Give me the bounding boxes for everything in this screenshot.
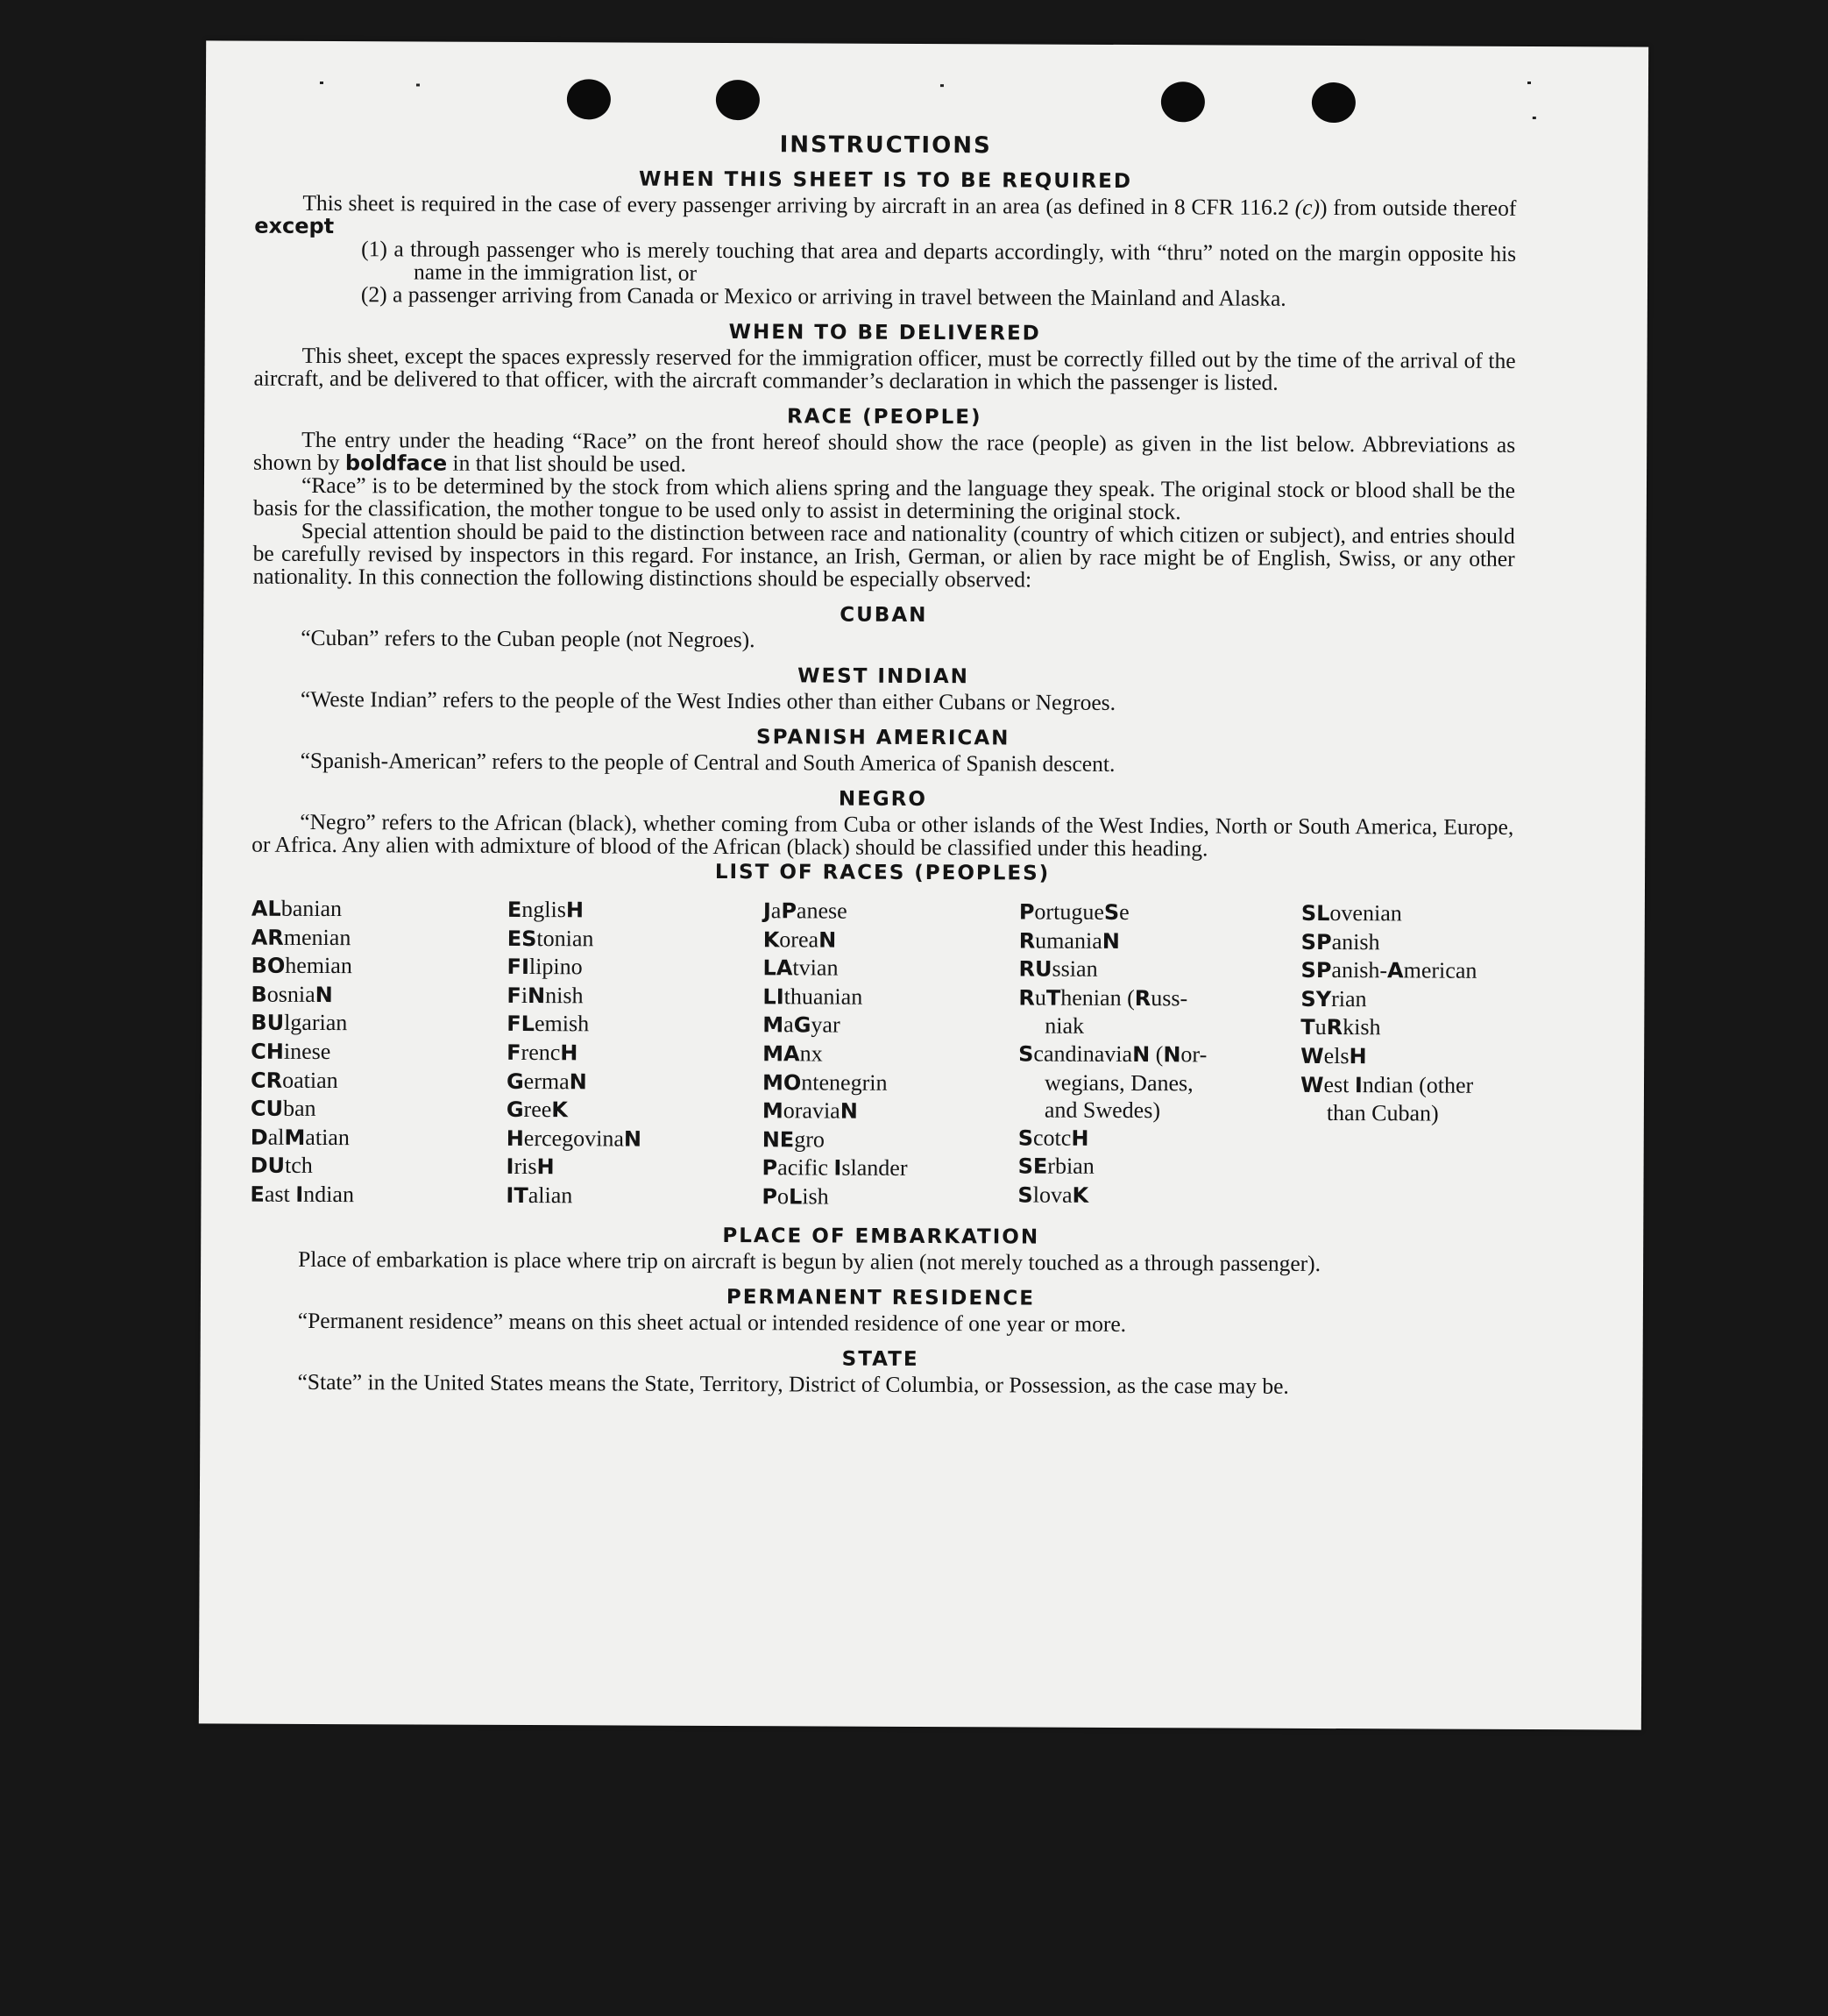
race-entry: RuThenian (Russ- [1018,984,1188,1012]
paragraph: The entry under the heading “Race” on the front hereof should show the race (people) as given in the list below. Abbreviations as shown by boldface in that list should be used. [253,426,1516,477]
paragraph: “Race” is to be determined by the stock from which aliens spring and the language they speak. The original stock or blood shall be the basis for the classification, the mother tongue to be used only to assist in determining the original stock. [252,472,1516,525]
race-entry: MaGyar [762,1012,840,1038]
document-page [199,40,1648,1729]
race-entry: MOntenegrin [762,1068,888,1096]
race-entry: ARmenian [251,924,351,950]
race-entry: ITalian [506,1182,573,1209]
race-entry: BOhemian [251,953,352,979]
race-entry: SErbian [1017,1153,1095,1180]
paragraph: Special attention should be paid to the distinction between race and nationality (country of which citizen or subject), and entries should be carefully revised by inspectors in this regard. For instance, an Irish, German, or alien by race might be of English, Swiss, or any other nationality. In this connection the following distinctions should be especially observed: [252,517,1515,593]
section-required [254,164,1517,311]
section-embarkation [250,1219,1512,1275]
section-heading: WHEN THIS SHEET IS TO BE REQUIRED [638,167,1133,194]
paragraph: This sheet is required in the case of every passenger arriving by aircraft in an area (as defined in 8 CFR 116.2 (c)) from outside thereof except [254,189,1517,239]
punch-hole [716,80,760,120]
race-entry: East Indian [250,1181,355,1208]
section-spanish-american [252,721,1514,777]
race-entry: DalMatian [250,1124,350,1150]
section-heading: WEST INDIAN [797,664,970,689]
section-heading: CUBAN [840,603,928,628]
paragraph: “Spanish-American” refers to the people of Central and South America of Spanish descent. [300,747,1116,777]
race-entry-continued: niak [1045,1012,1085,1040]
race-entry: HercegovinaN [506,1125,642,1152]
race-entry: SLovenian [1300,900,1402,926]
race-entry: LIthuanian [762,983,863,1010]
races-column [1300,899,1529,1215]
section-cuban [252,599,1514,655]
section-heading: SPANISH AMERICAN [756,726,1010,750]
race-entry: SlovaK [1017,1182,1089,1208]
list-item: (2) a passenger arriving from Canada or Mexico or arriving in travel between the Mainland and Alaska. [360,281,1286,311]
race-entry: DUtch [250,1153,313,1179]
race-entry: CHinese [251,1038,331,1065]
race-entry: ScotcH [1017,1125,1089,1151]
section-heading: NEGRO [838,787,928,812]
punch-hole [567,79,611,119]
punch-hole [1161,82,1205,122]
section-heading: WHEN TO BE DELIVERED [728,321,1041,345]
section-heading: STATE [841,1347,919,1371]
race-entry-continued: wegians, Danes, [1044,1069,1194,1096]
section-state [249,1342,1511,1398]
races-list-heading: LIST OF RACES (PEOPLES) [714,860,1051,885]
section-delivered [253,316,1515,395]
section-heading: PLACE OF EMBARKATION [722,1224,1040,1249]
section-negro [252,783,1513,862]
races-column [762,897,1019,1212]
race-entry: GreeK [506,1097,569,1123]
races-column [506,896,763,1211]
race-entry: LAtvian [762,955,839,981]
paragraph: This sheet, except the spaces expressly reserved for the immigration officer, must be correctly filled out by the time of the arrival of the aircraft, and be delivered to that officer, with the aircraft commander’s declaration in which the passenger is listed. [253,342,1516,395]
race-entry: SYrian [1300,985,1367,1012]
section-heading: PERMANENT RESIDENCE [726,1285,1036,1310]
paragraph: Place of embarkation is place where trip on aircraft is begun by alien (not merely touched as a through passenger). [298,1246,1321,1276]
paragraph: “Weste Indian” refers to the people of the West Indies other than either Cubans or Negroes. [300,685,1116,715]
race-entry: TuRkish [1300,1014,1381,1040]
race-entry: West Indian (other [1300,1071,1474,1098]
race-entry: GermaN [506,1068,587,1094]
section-west-indian [252,660,1514,716]
paragraph: “Cuban” refers to the Cuban people (not Negroes). [301,624,755,653]
race-entry: MAnx [762,1040,823,1067]
race-entry: PoLish [762,1183,829,1210]
race-entry: IrisH [506,1154,555,1180]
section-heading: RACE (PEOPLE) [787,405,982,429]
race-entry: SPanish-American [1300,957,1477,983]
race-entry: SPanish [1300,928,1380,955]
race-entry: MoraviaN [762,1097,858,1124]
section-residence [250,1281,1512,1337]
race-entry: FLemish [507,1011,590,1037]
race-entry-continued: and Swedes) [1044,1097,1161,1124]
race-entry: EnglisH [507,896,585,923]
list-item: (1) a through passenger who is merely touching that area and departs accordingly, with “thru” noted on the margin opposite his name in the immigration list, or [361,236,1517,286]
race-entry: JaPanese [762,898,847,924]
race-entry: PortugueSe [1018,898,1130,926]
race-entry: NEgro [762,1126,825,1153]
race-entry: ScandinaviaN (Nor- [1018,1040,1208,1068]
race-entry: CUban [250,1095,316,1122]
race-entry: KoreaN [762,926,837,953]
races-column [1017,898,1301,1213]
paragraph: “Permanent residence” means on this sheet actual or intended residence of one year or more. [297,1307,1127,1337]
page-title: INSTRUCTIONS [779,131,992,160]
race-entry: RUssian [1018,955,1098,983]
races-column [250,895,507,1210]
race-entry: WelsH [1300,1042,1367,1069]
races-list [250,895,1513,1215]
punch-hole [1312,82,1356,123]
race-entry: FIlipino [507,954,583,980]
race-entry: Pacific Islander [762,1154,908,1182]
race-entry: CRoatian [250,1067,338,1093]
paragraph: “State” in the United States means the State, Territory, District of Columbia, or Possession, as the case may be. [297,1368,1289,1399]
race-entry: RumaniaN [1018,927,1120,954]
race-entry: FiNnish [507,982,584,1009]
race-entry: ALbanian [251,895,343,922]
race-entry: FrencH [507,1039,578,1066]
race-entry: BosniaN [251,981,333,1007]
paragraph: “Negro” refers to the African (black), whether coming from Cuba or other islands of the West Indies, North or South America, Europe, or Africa. Any alien with admixture of blood of the African (black) should be classified under this heading. [252,808,1514,862]
document-body [249,129,1516,1409]
race-entry-continued: than Cuban) [1326,1100,1439,1126]
section-race [252,401,1515,593]
race-entry: EStonian [507,925,594,951]
race-entry: BUlgarian [251,1010,348,1036]
